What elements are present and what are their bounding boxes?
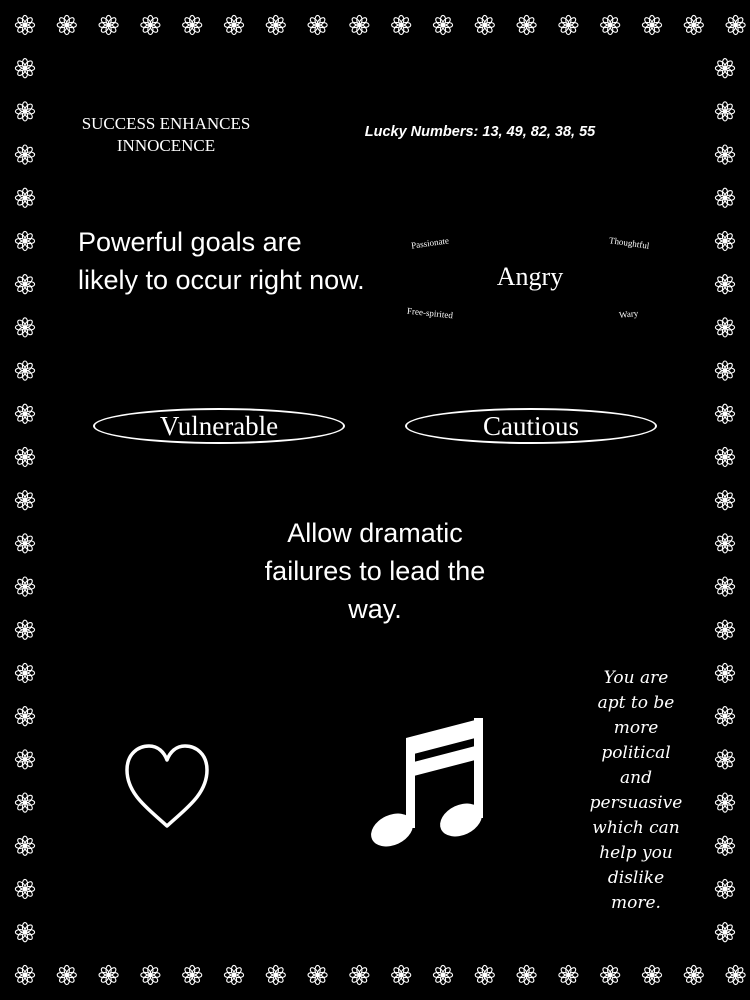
border-flower-icon [642, 965, 661, 984]
border-flower-icon [517, 15, 536, 34]
border-flower-icon [715, 231, 734, 250]
border-flower-icon [475, 965, 494, 984]
border-flower-icon [715, 318, 734, 337]
border-flower-icon [684, 965, 703, 984]
border-flower-icon [15, 59, 34, 78]
border-flower-icon [57, 15, 76, 34]
border-flower-icon [15, 620, 34, 639]
border-flower-icon [15, 145, 34, 164]
border-flower-icon [433, 15, 452, 34]
border-flower-icon [475, 15, 494, 34]
border-flower-icon [715, 879, 734, 898]
border-flower-icon [715, 836, 734, 855]
border-flower-icon [99, 15, 118, 34]
border-flower-icon [715, 188, 734, 207]
trait-left-label: Vulnerable [159, 410, 279, 441]
border-flower-icon [433, 965, 452, 984]
border-flower-icon [15, 491, 34, 510]
border-flower-icon [601, 965, 620, 984]
lucky-numbers: Lucky Numbers: 13, 49, 82, 38, 55 [364, 124, 596, 140]
border-flower-icon [308, 15, 327, 34]
border-flower-icon [15, 534, 34, 553]
border-flower-icon [224, 15, 243, 34]
border-flower-icon [15, 188, 34, 207]
border-flower-icon [715, 361, 734, 380]
border-flower-icon [15, 923, 34, 942]
border-flower-icon [517, 965, 536, 984]
border-flower-icon [224, 965, 243, 984]
border-flower-icon [642, 15, 661, 34]
border-flower-icon [141, 15, 160, 34]
border-flower-icon [15, 231, 34, 250]
border-flower-icon [266, 15, 285, 34]
trait-right-label: Cautious [482, 410, 579, 441]
heart-outline-icon [120, 740, 214, 832]
border-flower-icon [15, 361, 34, 380]
border-flower-icon [715, 275, 734, 294]
border-flower-icon [57, 965, 76, 984]
border-flower-icon [15, 750, 34, 769]
border-flower-icon [559, 965, 578, 984]
border-flower-icon [15, 15, 34, 34]
trait-oval-right [405, 408, 657, 444]
border-flower-icon [715, 491, 734, 510]
border-flower-icon [726, 15, 745, 34]
border-flower-icon [15, 318, 34, 337]
border-flower-icon [15, 879, 34, 898]
border-flower-icon [15, 447, 34, 466]
border-flower-icon [15, 404, 34, 423]
border-flower-icon [715, 447, 734, 466]
border-flower-icon [715, 145, 734, 164]
border-flower-icon [99, 965, 118, 984]
border-flower-icon [726, 965, 745, 984]
border-flower-icon [183, 15, 202, 34]
border-flower-icon [15, 965, 34, 984]
trait-oval-left [93, 408, 345, 444]
mood-free-spirited: Free-spirited [406, 305, 454, 321]
border-flower-icon [715, 534, 734, 553]
mood-thoughtful: Thoughtful [608, 235, 650, 251]
border-flower-icon [715, 707, 734, 726]
border-flower-icon [183, 965, 202, 984]
side-text: You are apt to be more political and persuasive which can help you dislike more. [589, 668, 683, 913]
border-flower-icon [15, 707, 34, 726]
mood-passionate: Passionate [410, 235, 450, 251]
border-flower-icon [350, 965, 369, 984]
border-flower-icon [15, 577, 34, 596]
border-flower-icon [266, 965, 285, 984]
border-flower-icon [15, 663, 34, 682]
border-flower-icon [15, 836, 34, 855]
headline: SUCCESS ENHANCES INNOCENCE [81, 114, 251, 155]
border-flower-icon [392, 965, 411, 984]
border-flower-icon [715, 923, 734, 942]
border-flower-icon [684, 15, 703, 34]
border-flower-icon [141, 965, 160, 984]
border-flower-icon [15, 102, 34, 121]
border-flower-icon [601, 15, 620, 34]
border-flower-icon [715, 577, 734, 596]
border-flower-icon [350, 15, 369, 34]
border-flower-icon [715, 59, 734, 78]
border-flower-icon [715, 663, 734, 682]
music-notes-icon [368, 714, 488, 852]
advice-text: Allow dramatic failures to lead the way. [264, 518, 486, 624]
border-flower-icon [308, 965, 327, 984]
border-flower-icon [392, 15, 411, 34]
border-flower-icon [715, 793, 734, 812]
border-flower-icon [559, 15, 578, 34]
prediction-text: Powerful goals are likely to occur right now. [78, 227, 365, 295]
border-flower-icon [15, 275, 34, 294]
border-flower-icon [715, 102, 734, 121]
border-flower-icon [15, 793, 34, 812]
border-flower-icon [715, 404, 734, 423]
border-flower-icon [715, 620, 734, 639]
border-flower-icon [715, 750, 734, 769]
mood-main: Angry [496, 262, 564, 291]
mood-wary: Wary [618, 308, 639, 320]
